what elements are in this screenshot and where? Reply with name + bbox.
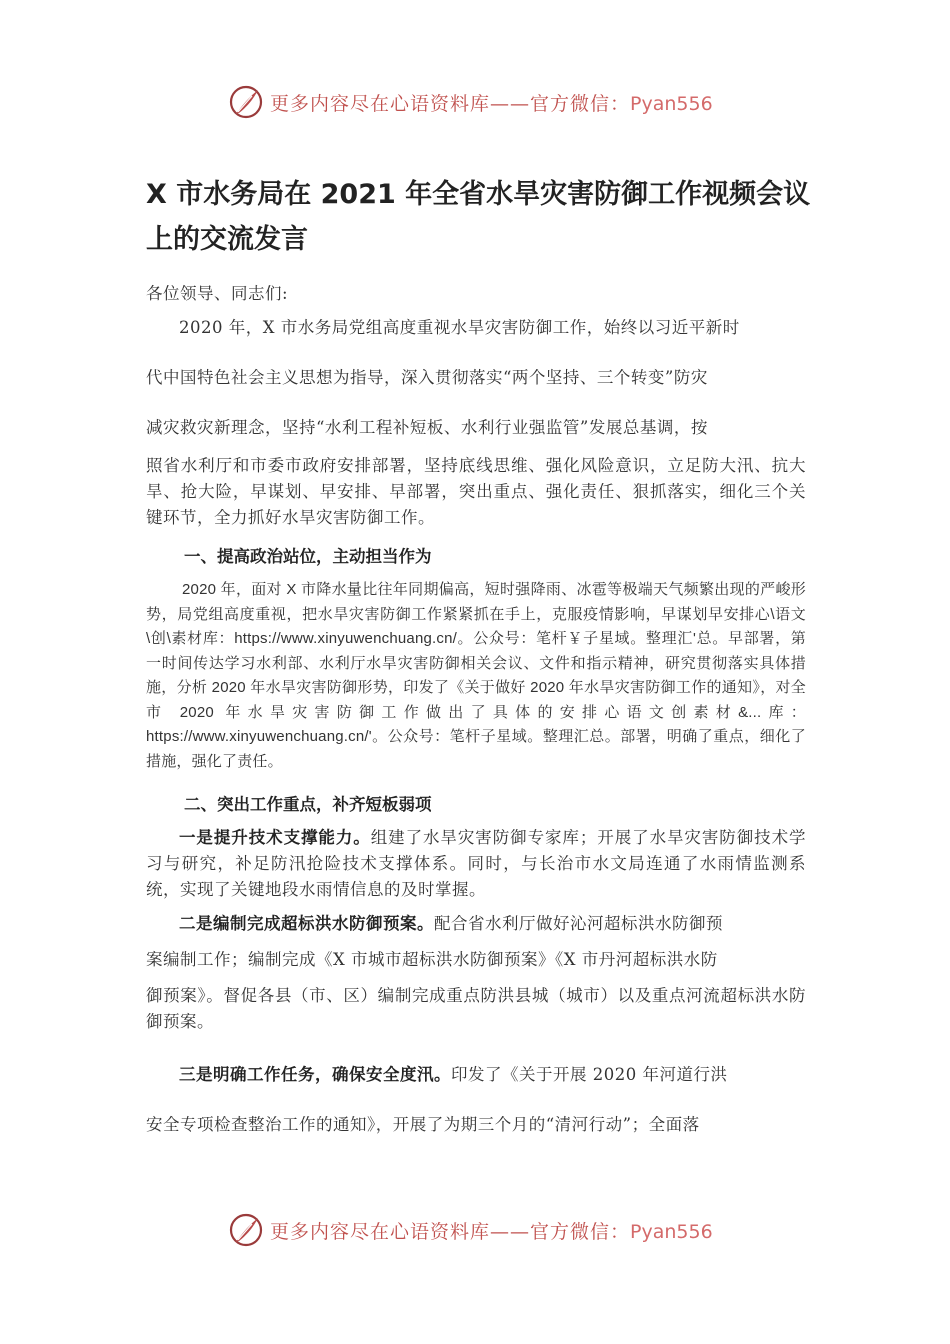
section-heading-2: 二、突出工作重点，补齐短板弱项 <box>184 795 432 814</box>
document-title: X 市水务局在 2021 年全省水旱灾害防御工作视频会议上的交流发言 <box>146 179 811 255</box>
footer-watermark-banner <box>228 1210 748 1250</box>
quill-logo-icon <box>228 1212 264 1248</box>
section-1-body: 2020 年，面对 X 市降水量比往年同期偏高，短时强降雨、冰雹等极端天气频繁出现的严峻形势，局党组高度重视，把水旱灾害防御工作紧紧抓在手上，克服疫情影响，早谋划早安排心\语文\创\素材库：https://www.xinyuwenchuang.cn/。公众号：笔杆￥子星域。整理汇'总。早部署，第一时间传达学习水利部、水利厅水旱灾害防御相关会议、文件和指示精神，研究贯彻落实具体措施，分析 2020 年水旱灾害防御形势，印发了《关于做好 2020 年水旱灾害防御工作的通知》，对全市 2020 年水旱灾害防御工作做出了具体的安排心语文创素材&...库：https://www.xinyuwenchuang.cn/'。公众号：笔杆子星域。整理汇总。部署，明确了重点，细化了措施，强化了责任。 <box>146 581 806 770</box>
quill-logo-icon <box>228 84 264 120</box>
section-2-item-1: 一是提升技术支撑能力。组建了水旱灾害防御专家库；开展了水旱灾害防御技术学习与研究，补足防汛抢险技术支撑体系。同时，与长治市水文局连通了水雨情监测系统，实现了关键地段水雨情信息的及时掌握。 <box>146 828 807 899</box>
banner-text: 更多内容尽在心语资料库——官方微信：Pyan556 <box>270 1220 713 1243</box>
intro-paragraph: 2020 年，X 市水务局党组高度重视水旱灾害防御工作，始终以习近平新时 代中国特色社会主义思想为指导，深入贯彻落实“两个坚持、三个转变”防灾 减灾救灾新理念，坚持“水利工程补短板、水利行业强监管”发展总基调，按 照省水利厅和市委市政府安排部署，坚持底线思维、强化风险意识，立足防大汛、抗大旱、抢大险，早谋划、早安排、早部署，突出重点、强化责任、狠抓落实，细化三个关键环节，全力抓好水旱灾害防御工作。 <box>146 318 806 527</box>
greeting: 各位领导、同志们: <box>146 284 289 303</box>
banner-text: 更多内容尽在心语资料库——官方微信：Pyan556 <box>270 92 713 115</box>
section-heading-1: 一、提高政治站位，主动担当作为 <box>184 547 432 566</box>
section-2-item-2: 二是编制完成超标洪水防御预案。配合省水利厅做好沁河超标洪水防御预 案编制工作；编制完成《X 市城市超标洪水防御预案》《X 市丹河超标洪水防 御预案》。督促各县（市、区）编制完成重点防洪县城（城市）以及重点河流超标洪水防御预案。 <box>146 914 806 1031</box>
header-watermark-banner <box>228 82 748 122</box>
section-2-item-3: 三是明确工作任务，确保安全度汛。印发了《关于开展 2020 年河道行洪 安全专项检查整治工作的通知》，开展了为期三个月的“清河行动”；全面落 <box>146 1065 728 1134</box>
